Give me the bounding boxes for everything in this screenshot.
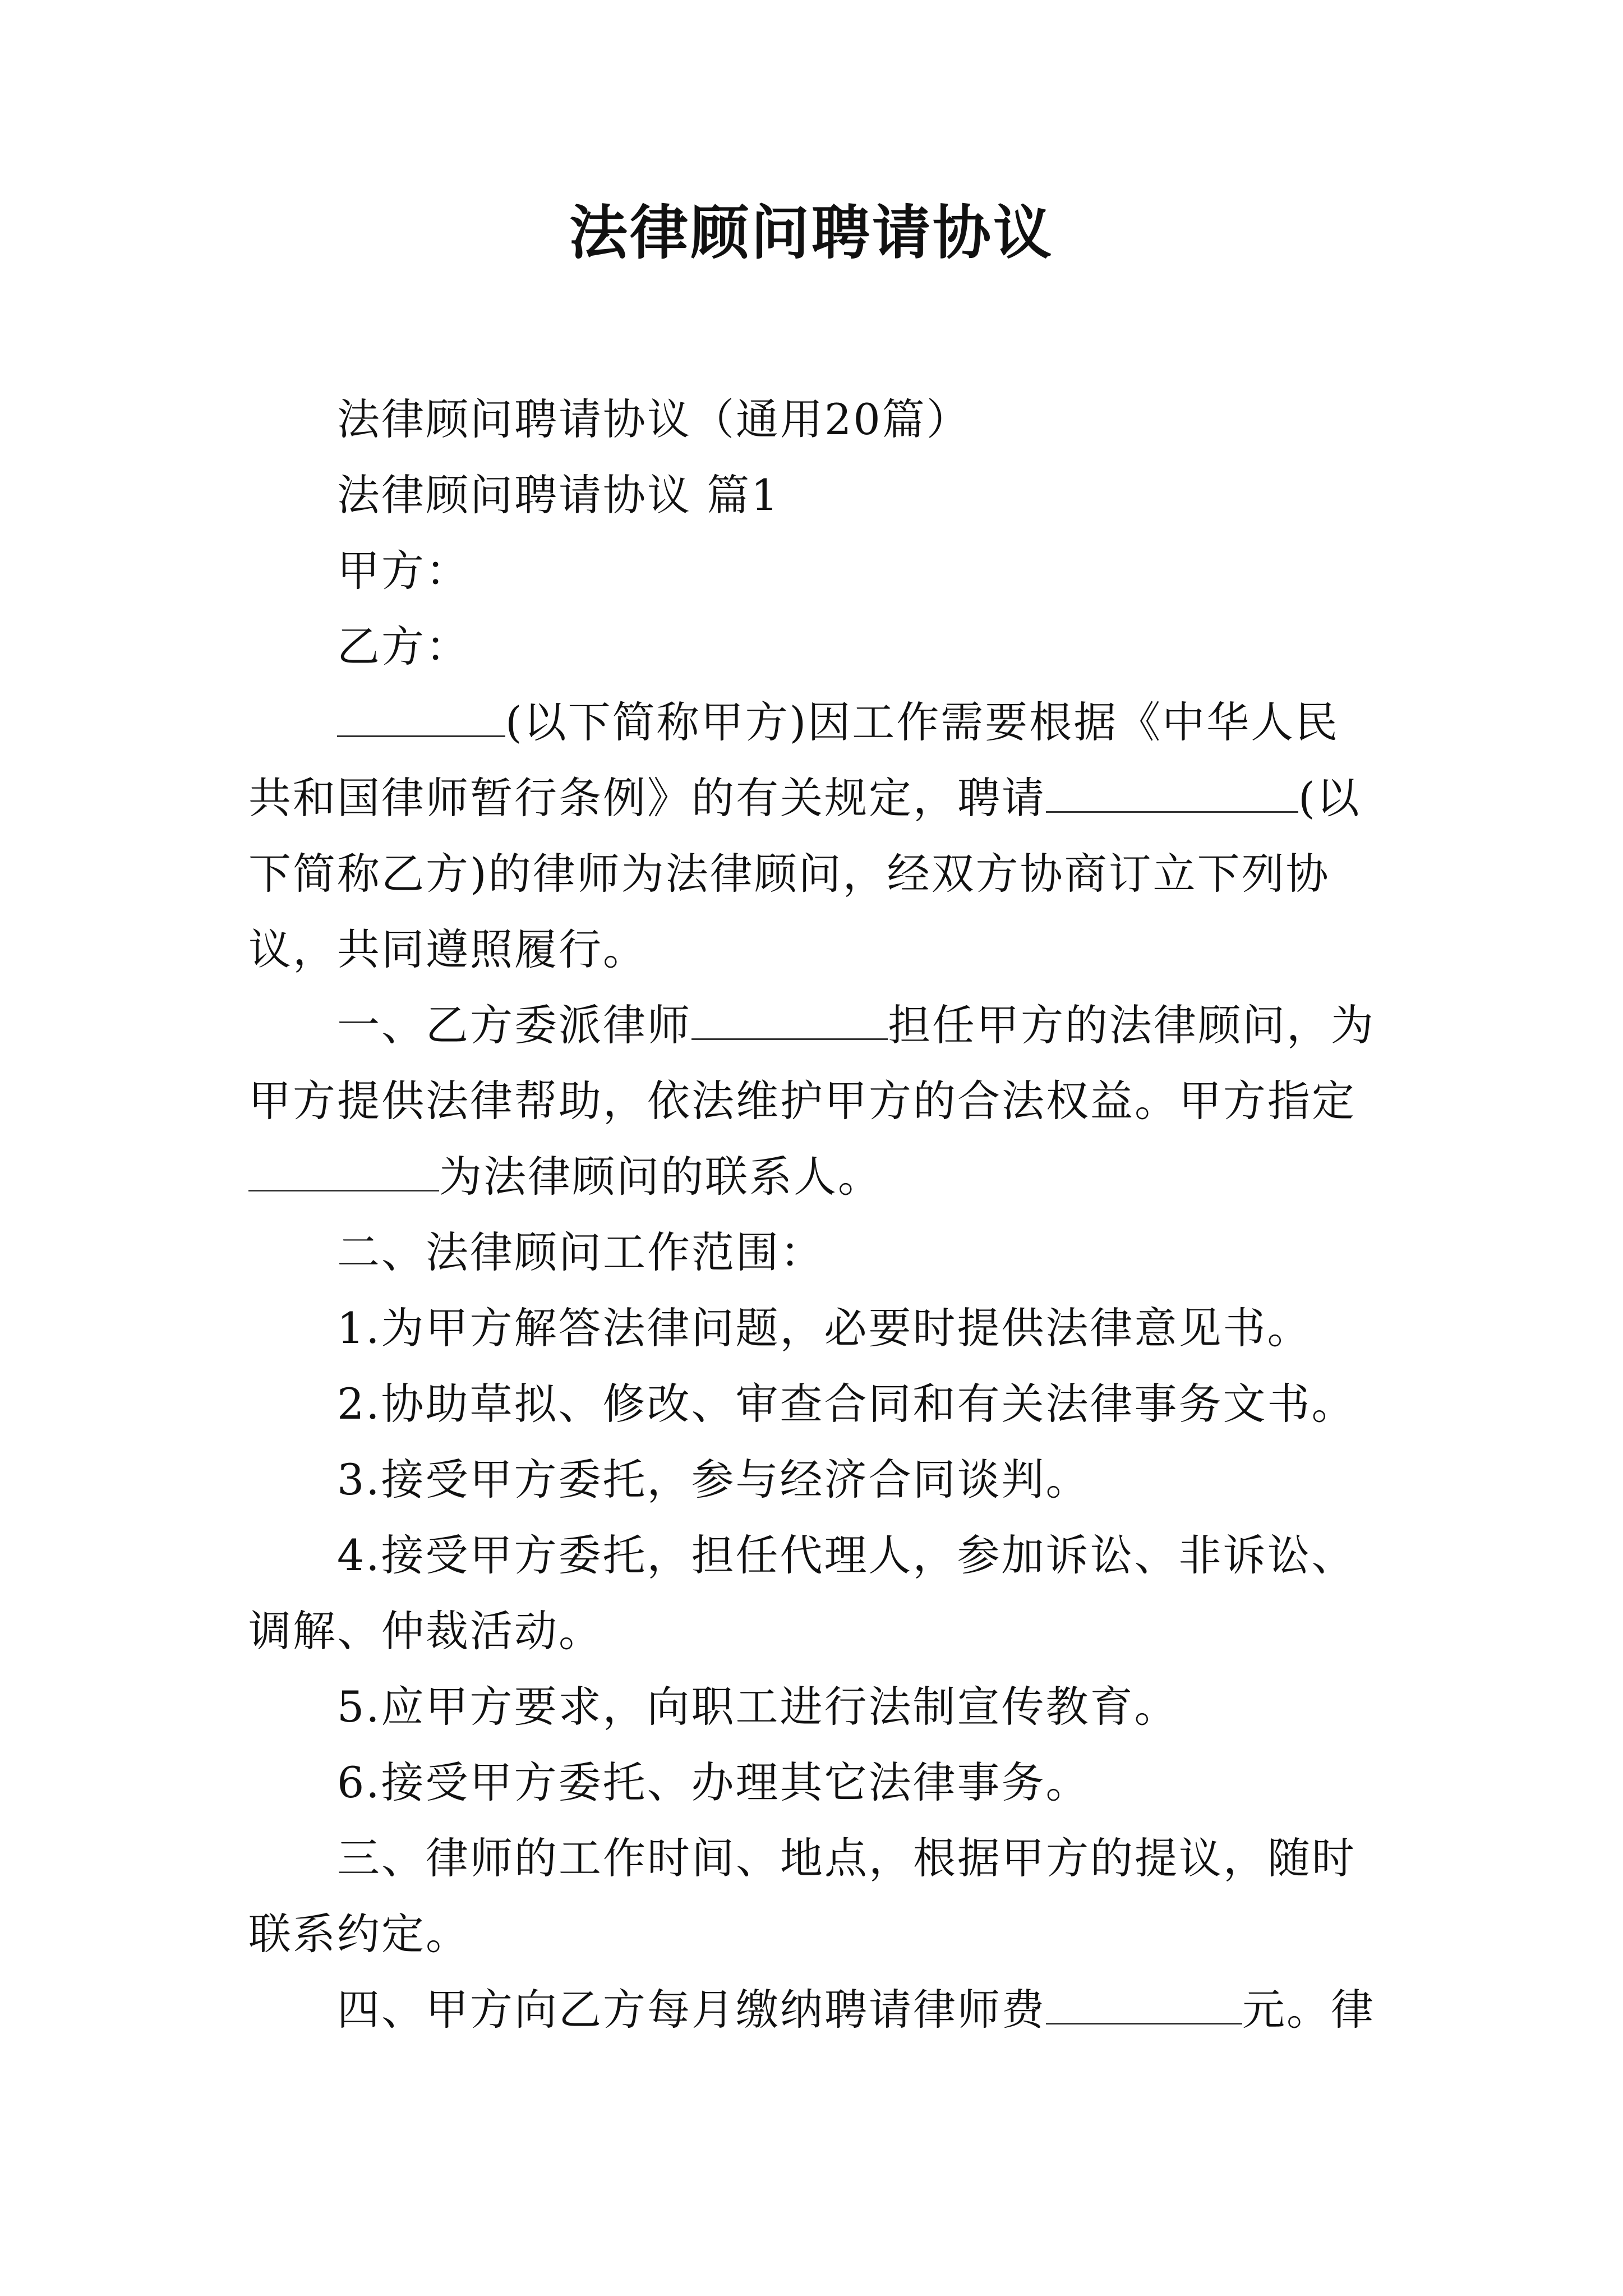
document-title: 法律顾问聘请协议 (569, 198, 1054, 267)
clause-1-text-2: 担任甲方的法律顾问，为甲方提供法律帮助，依法维护甲方的合法权益。甲方指定 (248, 1000, 1375, 1126)
intro-text-2: (以下简称乙方)的律师为法律顾问，经双方协商订立下列协议，共同遵照履行。 (248, 773, 1361, 974)
clause-4-text-2: 元。律 (1242, 1985, 1375, 2035)
clause-1 (248, 987, 1376, 1214)
clause-4-text-1: 四、甲方向乙方每月缴纳聘请律师费 (337, 1985, 1046, 2035)
party-b-line: 乙方： (337, 622, 470, 671)
intro-paragraph (248, 684, 1376, 987)
clause-3: 三、律师的工作时间、地点，根据甲方的提议，随时联系约定。 (248, 1833, 1356, 1959)
intro-text-1: (以下简称甲方)因工作需要根据《中华人民共和国律师暂行条例》的有关规定，聘请 (248, 697, 1340, 823)
blank-line (248, 1152, 439, 1191)
scope-item: 6.接受甲方委托、办理其它法律事务。 (337, 1757, 1090, 1807)
blank-line (691, 1000, 888, 1040)
blank-line (1046, 1985, 1242, 2024)
scope-item: 2.协助草拟、修改、审查合同和有关法律事务文书。 (337, 1379, 1356, 1429)
clause-2-heading: 二、法律顾问工作范围： (337, 1227, 824, 1277)
scope-item: 5.应甲方要求，向职工进行法制宣传教育。 (337, 1682, 1179, 1732)
clause-1-text-3: 为法律顾问的联系人。 (439, 1152, 882, 1202)
section-heading: 法律顾问聘请协议 篇1 (337, 470, 780, 520)
scope-item: 1.为甲方解答法律问题，必要时提供法律意见书。 (337, 1303, 1312, 1353)
scope-item: 4.接受甲方委托，担任代理人，参加诉讼、非诉讼、调解、仲裁活动。 (248, 1530, 1356, 1656)
blank-line (337, 697, 505, 737)
party-a-line: 甲方： (337, 546, 470, 596)
blank-line (1046, 773, 1298, 813)
clause-4 (248, 1972, 1376, 2047)
subtitle: 法律顾问聘请协议（通用20篇） (337, 394, 971, 444)
document-body (248, 381, 1376, 2047)
clause-1-text-1: 一、乙方委派律师 (337, 1000, 691, 1050)
scope-item: 3.接受甲方委托，参与经济合同谈判。 (337, 1455, 1090, 1504)
